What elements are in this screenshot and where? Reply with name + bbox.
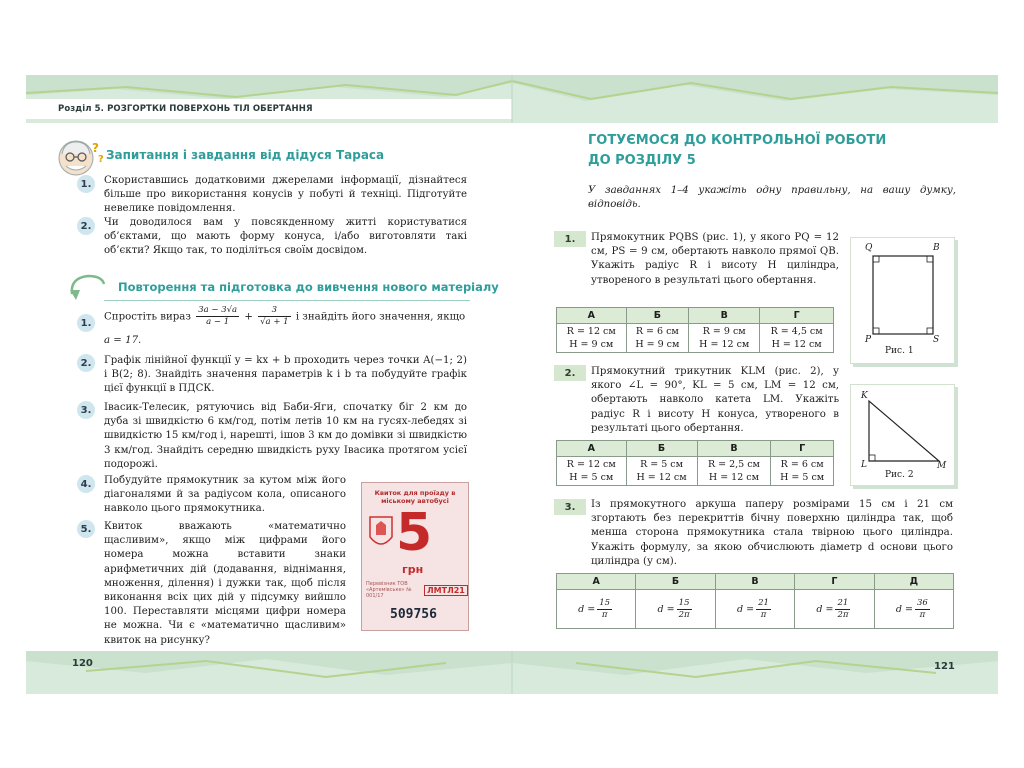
ticket-small-print: Перевізник ТОВ «Артемівське» № 001/17 (366, 581, 412, 599)
test-question-number: 2. (554, 365, 586, 381)
review-item-text: Квиток вважають «математично щасливим», якщо між цифрами його номера можна вставити знаки арифметичних дій (додавання, віднімання, множення, ділення) і дужки так, щоб після виконання всіх цих дій у підсумку вийшло 100. Переставляти місцями цифри номера не можна. Чи є «математично щасливим» квиток на рисунку? (104, 521, 346, 646)
page-number-right: 121 (934, 661, 955, 672)
ticket-currency: грн (402, 563, 424, 576)
review-item-1-pre: Спростіть вираз (104, 311, 191, 323)
test-intro: У завданнях 1–4 укажіть одну правильну, на вашу думку, відповідь. (588, 185, 956, 211)
taras-item-number: 1. (77, 175, 95, 193)
answer-option-cell[interactable] (715, 590, 794, 629)
section-header: Розділ 5. РОЗГОРТКИ ПОВЕРХОНЬ ТІЛ ОБЕРТАННЯ (58, 104, 313, 114)
vertex-label-q: Q (865, 243, 873, 253)
answer-height: H = 9 см (635, 339, 680, 350)
fraction-2-denominator: √a + 1 (260, 317, 289, 327)
formula-lhs: d = (578, 603, 596, 615)
review-title-rule (104, 300, 470, 301)
answer-option-cell[interactable] (626, 457, 697, 486)
fraction-2 (258, 305, 290, 328)
review-item-text: Побудуйте прямокутник за кутом між його діагоналями й за радіусом кола, описаного навколо цього прямокутника. (104, 475, 346, 515)
answer-radius: R = 2,5 см (707, 459, 760, 470)
answer-option-header: В (715, 574, 794, 590)
answer-radius: R = 4,5 см (770, 326, 823, 337)
answer-option-header: А (557, 441, 627, 457)
answer-option-cell[interactable] (874, 590, 953, 629)
figure-1 (850, 237, 955, 364)
answer-option-header: Г (771, 441, 834, 457)
test-question-text: Прямокутник PQBS (рис. 1), у якого PQ = 12 см, PS = 9 см, обертають навколо прямої QB. Укажіть радіус R і висоту H циліндра, утвореного в результаті цього обертання. (591, 232, 839, 286)
formula-numerator: 21 (758, 597, 769, 608)
answer-option-cell[interactable] (626, 324, 689, 353)
ticket-number: 509756 (390, 607, 437, 622)
vertex-label-b: B (933, 243, 940, 253)
svg-text:?: ? (98, 154, 104, 165)
answer-option-header: Г (795, 574, 875, 590)
formula-denominator: 2π (837, 609, 849, 620)
formula-numerator: 15 (599, 597, 611, 608)
review-item-1-tail: a = 17. (104, 335, 142, 346)
review-item-1-expression (104, 305, 469, 328)
fraction-2-numerator: 3 (258, 305, 290, 317)
formula-lhs: d = (657, 603, 675, 615)
fraction-1-denominator: a − 1 (206, 317, 230, 327)
test-question-text: Із прямокутного аркуша паперу розмірами 15 см і 21 см згортають без перекриттів бічну поверхню циліндра так, щоб менша сторона прямокутника стала твірною цього циліндра. Укажіть формулу, за якою обчислюють діаметр d основи цього циліндра (у см). (591, 499, 953, 567)
formula-numerator: 15 (677, 598, 692, 610)
review-item-number: 2. (77, 354, 95, 372)
figure-1-caption: Рис. 1 (885, 346, 914, 356)
answer-table-2 (556, 440, 834, 486)
answer-height: H = 9 см (569, 339, 614, 350)
test-question-text: Прямокутний трикутник KLM (рис. 2), у якого ∠L = 90°, KL = 5 см, LM = 12 см, обертають навколо катета LM. Укажіть радіус R і висоту H конуса, утвореного в результаті цього обертання. (591, 366, 839, 434)
vertex-label-k: K (861, 391, 868, 401)
taras-title: Запитання і завдання від дідуся Тараса (106, 148, 385, 162)
bus-ticket-image (361, 482, 469, 631)
formula-lhs: d = (737, 603, 755, 615)
review-item-number: 4. (77, 475, 95, 493)
vertex-label-m: M (937, 461, 947, 471)
answer-option-cell[interactable] (557, 590, 636, 629)
answer-radius: R = 12 см (566, 326, 616, 337)
answer-height: H = 12 см (771, 339, 822, 350)
formula-lhs: d = (895, 603, 913, 615)
refresh-arrow-icon (66, 270, 106, 304)
taras-item-text: Чи доводилося вам у повсякденному житті користуватися об’єктами, що мають форму конуса, і/або виготовляти такі об’єкти? Якщо так, то поділіться своїм досвідом. (104, 217, 467, 257)
fraction-1-numerator: 3a − 3√a (198, 305, 238, 315)
formula-numerator: 36 (916, 597, 928, 608)
answer-radius: R = 6 см (635, 326, 679, 337)
review-item-1-post: і знайдіть його значення, якщо (295, 311, 466, 323)
answer-option-cell[interactable] (760, 324, 834, 353)
formula-denominator: 2π (678, 609, 690, 620)
formula-lhs: d = (816, 603, 834, 615)
figure-2 (850, 384, 955, 486)
grandpa-avatar-icon (56, 138, 108, 178)
answer-option-header: Д (874, 574, 953, 590)
answer-option-cell[interactable] (689, 324, 760, 353)
fraction-1 (196, 305, 239, 328)
answer-height: H = 12 см (699, 339, 750, 350)
review-item-number: 3. (77, 401, 95, 419)
taras-item-text: Скориставшись додатковими джерелами інформації, дізнайтеся більше про використання конусів у побуті й техніці. Підготуйте невелике повідомлення. (104, 175, 467, 215)
answer-height: H = 5 см (780, 472, 825, 483)
answer-option-cell[interactable] (771, 457, 834, 486)
answer-option-cell[interactable] (795, 590, 875, 629)
answer-height: H = 12 см (636, 472, 687, 483)
review-title: Повторення та підготовка до вивчення нового матеріалу (118, 280, 499, 294)
taras-item-number: 2. (77, 217, 95, 235)
vertex-label-p: P (865, 335, 872, 345)
vertex-label-s: S (933, 335, 940, 345)
review-item-number: 1. (77, 314, 95, 332)
answer-table-1 (556, 307, 834, 353)
test-title-line-2: ДО РОЗДІЛУ 5 (588, 153, 696, 168)
answer-option-header: Г (760, 308, 834, 324)
ticket-value: 5 (396, 503, 433, 563)
formula-denominator: π (760, 609, 767, 620)
review-item-number: 5. (77, 520, 95, 538)
ticket-code: ЛМТЛ21 (424, 585, 468, 596)
vertex-label-l: L (861, 460, 867, 470)
answer-height: H = 12 см (708, 472, 759, 483)
figure-2-caption: Рис. 2 (885, 470, 914, 480)
answer-radius: R = 12 см (566, 459, 616, 470)
test-question-number: 1. (554, 231, 586, 247)
answer-option-header: В (689, 308, 760, 324)
formula-numerator: 21 (835, 598, 850, 610)
page-number-left: 120 (72, 658, 93, 669)
review-item-text: Графік лінійної функції y = kx + b проходить через точки A(−1; 2) і B(2; 8). Знайдіть значення параметрів k і b та побудуйте графік цієї функції в ПДСК. (104, 355, 467, 395)
formula-denominator: π (919, 609, 926, 620)
answer-option-header: Б (626, 441, 697, 457)
test-title-line-1: ГОТУЄМОСЯ ДО КОНТРОЛЬНОЇ РОБОТИ (588, 133, 887, 148)
answer-option-header: В (697, 441, 771, 457)
svg-text:?: ? (92, 141, 99, 155)
review-item-text: Івасик-Телесик, рятуючись від Баби-Яги, спочатку біг 2 км до дуба зі швидкістю 6 км/год, потім летів 10 км на гусях-лебедях зі швидкістю 15 км/год і, нарешті, ішов 3 км до домівки зі швидкістю 3 км/год. Знайдіть середню швидкість руху Івасика протягом усієї подорожі. (104, 402, 467, 470)
ticket-emblem-icon (366, 513, 396, 553)
answer-height: H = 5 см (569, 472, 614, 483)
answer-option-cell[interactable] (636, 590, 716, 629)
answer-radius: R = 6 см (780, 459, 824, 470)
answer-radius: R = 9 см (702, 326, 746, 337)
top-band (26, 75, 998, 123)
answer-option-header: А (557, 308, 627, 324)
answer-option-header: Б (636, 574, 716, 590)
bottom-band (26, 651, 998, 694)
formula-denominator: π (601, 609, 608, 620)
answer-option-header: Б (626, 308, 689, 324)
ticket-top-text: Квиток для проїзду в міському автобусі (374, 489, 456, 505)
answer-table-3 (556, 573, 954, 629)
textbook-spread (26, 75, 998, 694)
answer-option-cell[interactable] (557, 324, 627, 353)
answer-option-cell[interactable] (697, 457, 771, 486)
test-question-number: 3. (554, 499, 586, 515)
answer-radius: R = 5 см (640, 459, 684, 470)
answer-option-header: А (557, 574, 636, 590)
answer-option-cell[interactable] (557, 457, 627, 486)
plus-sign: + (244, 311, 253, 323)
